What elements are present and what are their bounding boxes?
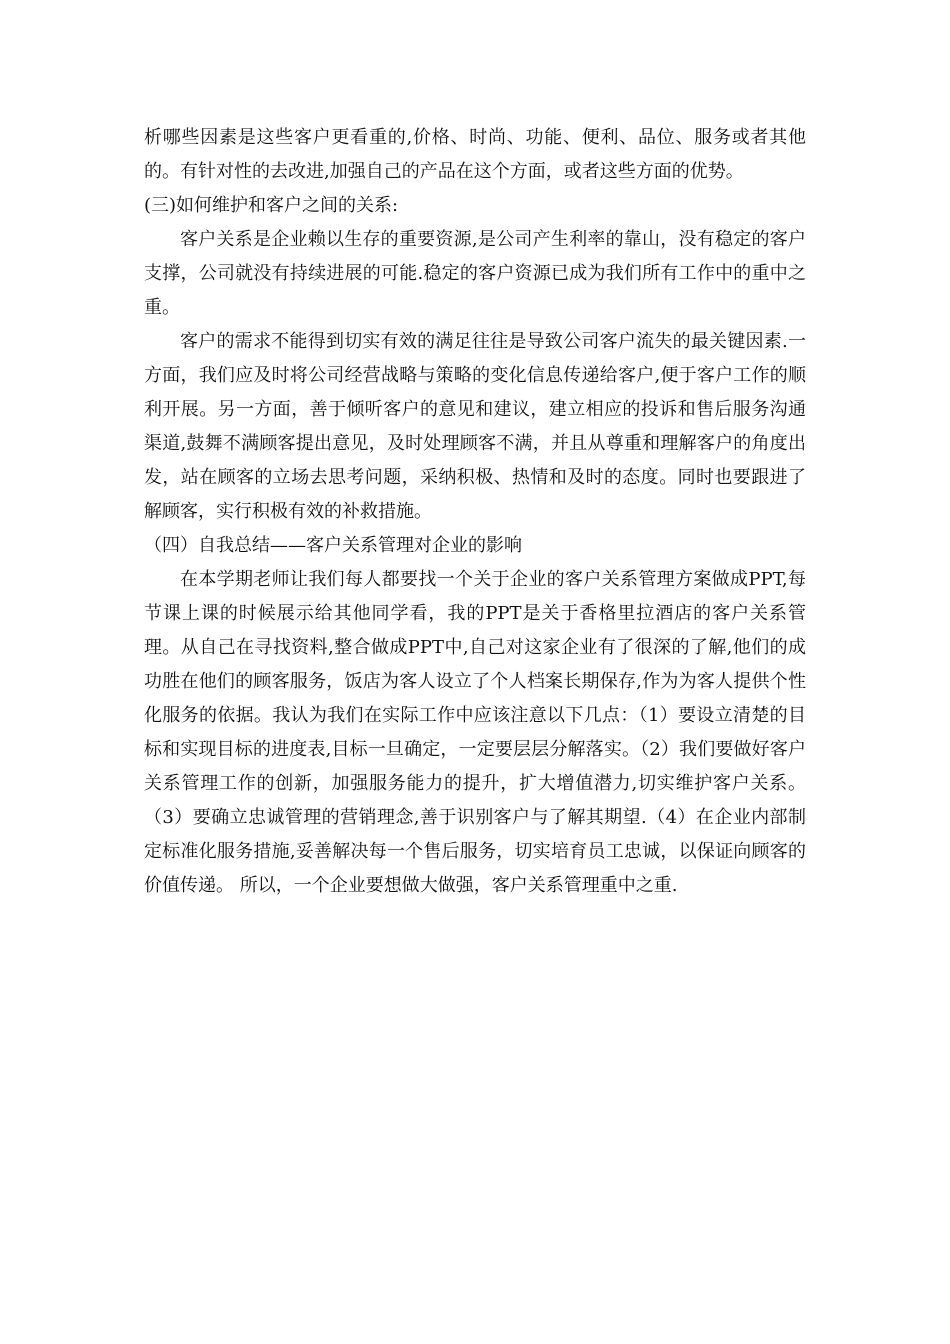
section-3-paragraph-1: 客户关系是企业赖以生存的重要资源,是公司产生利率的靠山，没有稳定的客户支撑，公司就没有持续进展的可能.稳定的客户资源已成为我们所有工作中的重中之重。	[144, 229, 806, 318]
section-heading-3: (三)如何维护和客户之间的关系:	[144, 195, 399, 216]
section-heading-4: （四）自我总结——客户关系管理对企业的影响	[144, 535, 522, 556]
section-3-paragraph-2: 客户的需求不能得到切实有效的满足往往是导致公司客户流失的最关键因素.一方面，我们应及时将公司经营战略与策略的变化信息传递给客户,便于客户工作的顺利开展。另一方面，善于倾听客户的意见和建议，建立相应的投诉和售后服务沟通渠道,鼓舞不满顾客提出意见，及时处理顾客不满，并且从尊重和理解客户的角度出发，站在顾客的立场去思考问题，采纳积极、热情和及时的态度。同时也要跟进了解顾客，实行积极有效的补救措施。	[144, 331, 806, 522]
section-4-paragraph-1: 在本学期老师让我们每人都要找一个关于企业的客户关系管理方案做成PPT,每节课上课的时候展示给其他同学看，我的PPT是关于香格里拉酒店的客户关系管理。从自己在寻找资料,整合做成PPT中,自己对这家企业有了很深的了解,他们的成功胜在他们的顾客服务，饭店为客人设立了个人档案长期保存,作为为客人提供个性化服务的依据。我认为我们在实际工作中应该注意以下几点：（1）要设立清楚的目标和实现目标的进度表,目标一旦确定，一定要层层分解落实。（2）我们要做好客户关系管理工作的创新，加强服务能力的提升，扩大增值潜力,切实维护客户关系。（3）要确立忠诚管理的营销理念,善于识别客户与了解其期望.（4）在企业内部制定标准化服务措施,妥善解决每一个售后服务，切实培育员工忠诚，以保证向顾客的价值传递。 所以，一个企业要想做大做强，客户关系管理重中之重.	[144, 569, 806, 896]
intro-paragraph: 析哪些因素是这些客户更看重的,价格、时尚、功能、便利、品位、服务或者其他的。有针对性的去改进,加强自己的产品在这个方面，或者这些方面的优势。	[144, 127, 806, 182]
document-page	[144, 121, 806, 903]
